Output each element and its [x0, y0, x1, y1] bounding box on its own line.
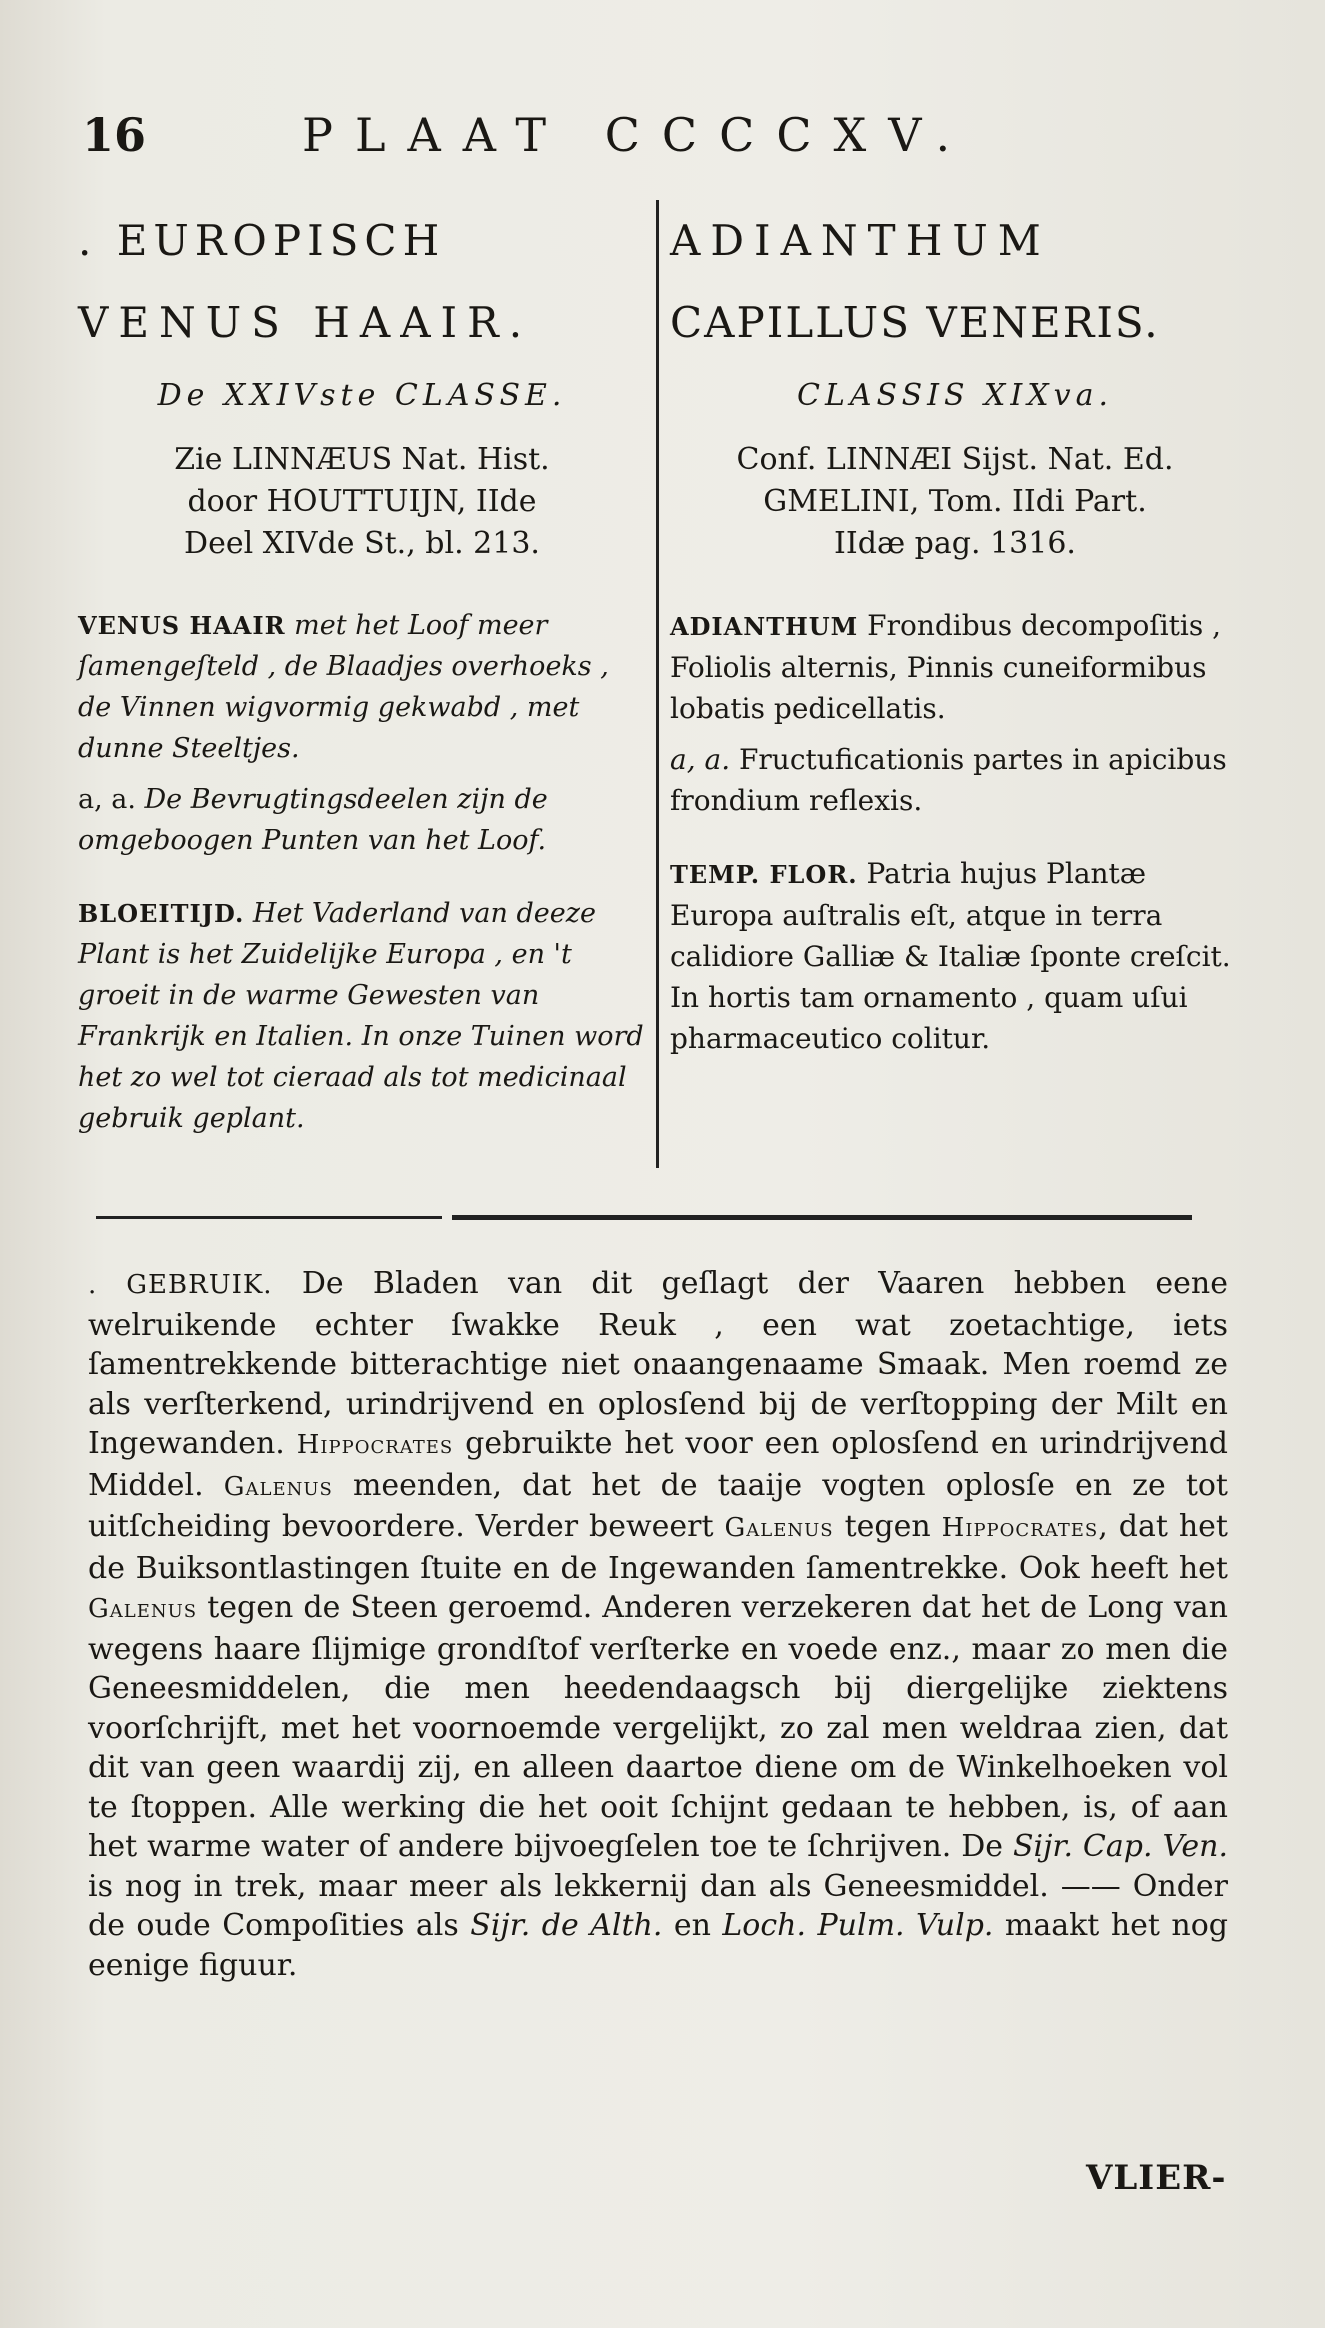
author-name: Galenus — [724, 1513, 834, 1543]
latin-column — [670, 200, 1240, 1069]
remedy-name: Loch. Pulm. Vulp. — [722, 1908, 994, 1943]
usage-text: , dat het de Buiksontlastingen ſtuite en de Ingewanden ſamentrekke. Ook heeft het — [88, 1509, 1228, 1586]
separator-rule-left — [96, 1216, 442, 1219]
latin-reference-line-3: IIdæ pag. 1316. — [834, 526, 1076, 561]
usage-label: . GEBRUIK. — [88, 1270, 273, 1300]
usage-text: is nog in trek, maar meer als lekkernij dan als Geneesmiddel. —— Onder de oude Compoſities als — [88, 1868, 1228, 1943]
page-number: 16 — [82, 108, 147, 162]
dutch-flowering — [78, 893, 646, 1139]
latin-flowering — [670, 853, 1240, 1059]
column-divider — [656, 200, 659, 1168]
author-name: Hippocrates — [296, 1430, 454, 1460]
dutch-description — [78, 605, 646, 769]
dutch-flowering-text: Het Vaderland van deeze Plant is het Zuidelijke Europa , en 't groeit in de warme Gewesten van Frankrijk en Italien. In onze Tuinen word het zo wel tot cieraad als tot medicinaal gebruik geplant. — [78, 898, 644, 1134]
usage-text: tegen — [833, 1509, 942, 1544]
latin-title-line-2: CAPILLUS VENERIS. — [670, 298, 1160, 347]
dutch-variety-text: De Bevrugtingsdeelen zijn de omgeboogen Punten van het Loof. — [78, 784, 548, 856]
latin-flowering-text: Patria hujus Plantæ Europa auſtralis eſt, atque in terra calidiore Galliæ & Italiæ ſponte creſcit. In hortis tam ornamento , quam uſui pharmaceutico colitur. — [670, 857, 1231, 1055]
latin-reference-line-1: Conf. LINNÆI Sijst. Nat. Ed. — [736, 442, 1174, 477]
separator-rule-right — [452, 1215, 1192, 1220]
latin-flowering-label: TEMP. FLOR. — [670, 860, 858, 889]
usage-text: De Bladen van dit geſlagt der Vaaren hebben eene welruikende echter ſwakke Reuk , een wat zoetachtige, iets ſamentrekkende bitterachtige niet onaangenaame Smaak. Men roemd ze als verſterkend, urindrijvend en oplosſend bij de verſtopping der Milt en Ingewanden. — [88, 1266, 1228, 1461]
dutch-reference-line-3: Deel XIVde St., bl. 213. — [184, 526, 540, 561]
latin-title-line-1: ADIANTHUM — [670, 216, 1051, 265]
plate-title: PLAAT CCCCXV. — [302, 108, 973, 162]
remedy-name: Sijr. Cap. Ven. — [1012, 1829, 1228, 1864]
dutch-class: De XXIVste CLASSE. — [157, 378, 567, 413]
dutch-description-text: met het Loof meer ſamengeſteld , de Blaadjes overhoeks , de Vinnen wigvormig gekwabd , met dunne Steeltjes. — [78, 610, 609, 764]
dutch-description-label: VENUS HAAIR — [78, 611, 286, 640]
latin-description-label: ADIANTHUM — [670, 612, 859, 641]
dutch-flowering-label: BLOEITIJD. — [78, 899, 245, 928]
latin-class: CLASSIS XIXva. — [797, 378, 1113, 413]
latin-reference-line-2: GMELINI, Tom. IIdi Part. — [763, 484, 1147, 519]
author-name: Galenus — [88, 1594, 198, 1624]
dutch-reference — [78, 439, 646, 565]
latin-variety-text: Fructuficationis partes in apicibus frondium reflexis. — [670, 743, 1227, 817]
catchword: VLIER- — [1086, 2158, 1227, 2198]
usage-text: gebruikte het voor een oplosſend en urindrijvend Middel. — [88, 1426, 1228, 1503]
dutch-title-line-2: VENUS HAAIR. — [78, 298, 533, 347]
usage-text: maakt het nog eenige figuur. — [88, 1908, 1229, 1983]
dutch-column — [78, 200, 646, 1149]
latin-variety-label: a, a. — [670, 743, 731, 776]
latin-description — [670, 605, 1240, 729]
dutch-variety — [78, 779, 646, 861]
usage-paragraph — [88, 1264, 1228, 1985]
latin-variety — [670, 739, 1240, 821]
usage-text: en — [662, 1908, 723, 1943]
latin-reference — [670, 439, 1240, 565]
dutch-reference-line-1: Zie LINNÆUS Nat. Hist. — [174, 442, 550, 477]
dutch-reference-line-2: door HOUTTUIJN, IIde — [187, 484, 537, 519]
remedy-name: Sijr. de Alth. — [470, 1908, 663, 1943]
page-header — [82, 108, 1232, 168]
dutch-variety-label: a, a. — [78, 784, 136, 815]
usage-text: tegen de Steen geroemd. Anderen verzekeren dat het de Long van wegens haare ſlijmige grondſtof verſterke en voede enz., maar zo men die Geneesmiddelen, die men heedendaagsch bij diergelijke ziektens voorſchrijft, met het voornoemde vergelijkt, zo zal men weldraa zien, dat dit van geen waardij zij, en alleen daartoe diene om de Winkelhoeken vol te ſtoppen. Alle werking die het ooit ſchijnt gedaan te hebben, is, of aan het warme water of andere bijvoegſelen toe te ſchrijven. De — [88, 1590, 1228, 1864]
author-name: Hippocrates — [941, 1513, 1099, 1543]
author-name: Galenus — [223, 1471, 333, 1502]
latin-description-text: Frondibus decompoſitis , Foliolis alternis, Pinnis cuneiformibus lobatis pedicellatis. — [670, 609, 1222, 725]
usage-text: meenden, dat het de taaije vogten oplosſe en ze tot uitſcheiding bevoordere. Verder beweert — [88, 1467, 1228, 1544]
dutch-title-line-1: . EUROPISCH — [78, 216, 446, 265]
